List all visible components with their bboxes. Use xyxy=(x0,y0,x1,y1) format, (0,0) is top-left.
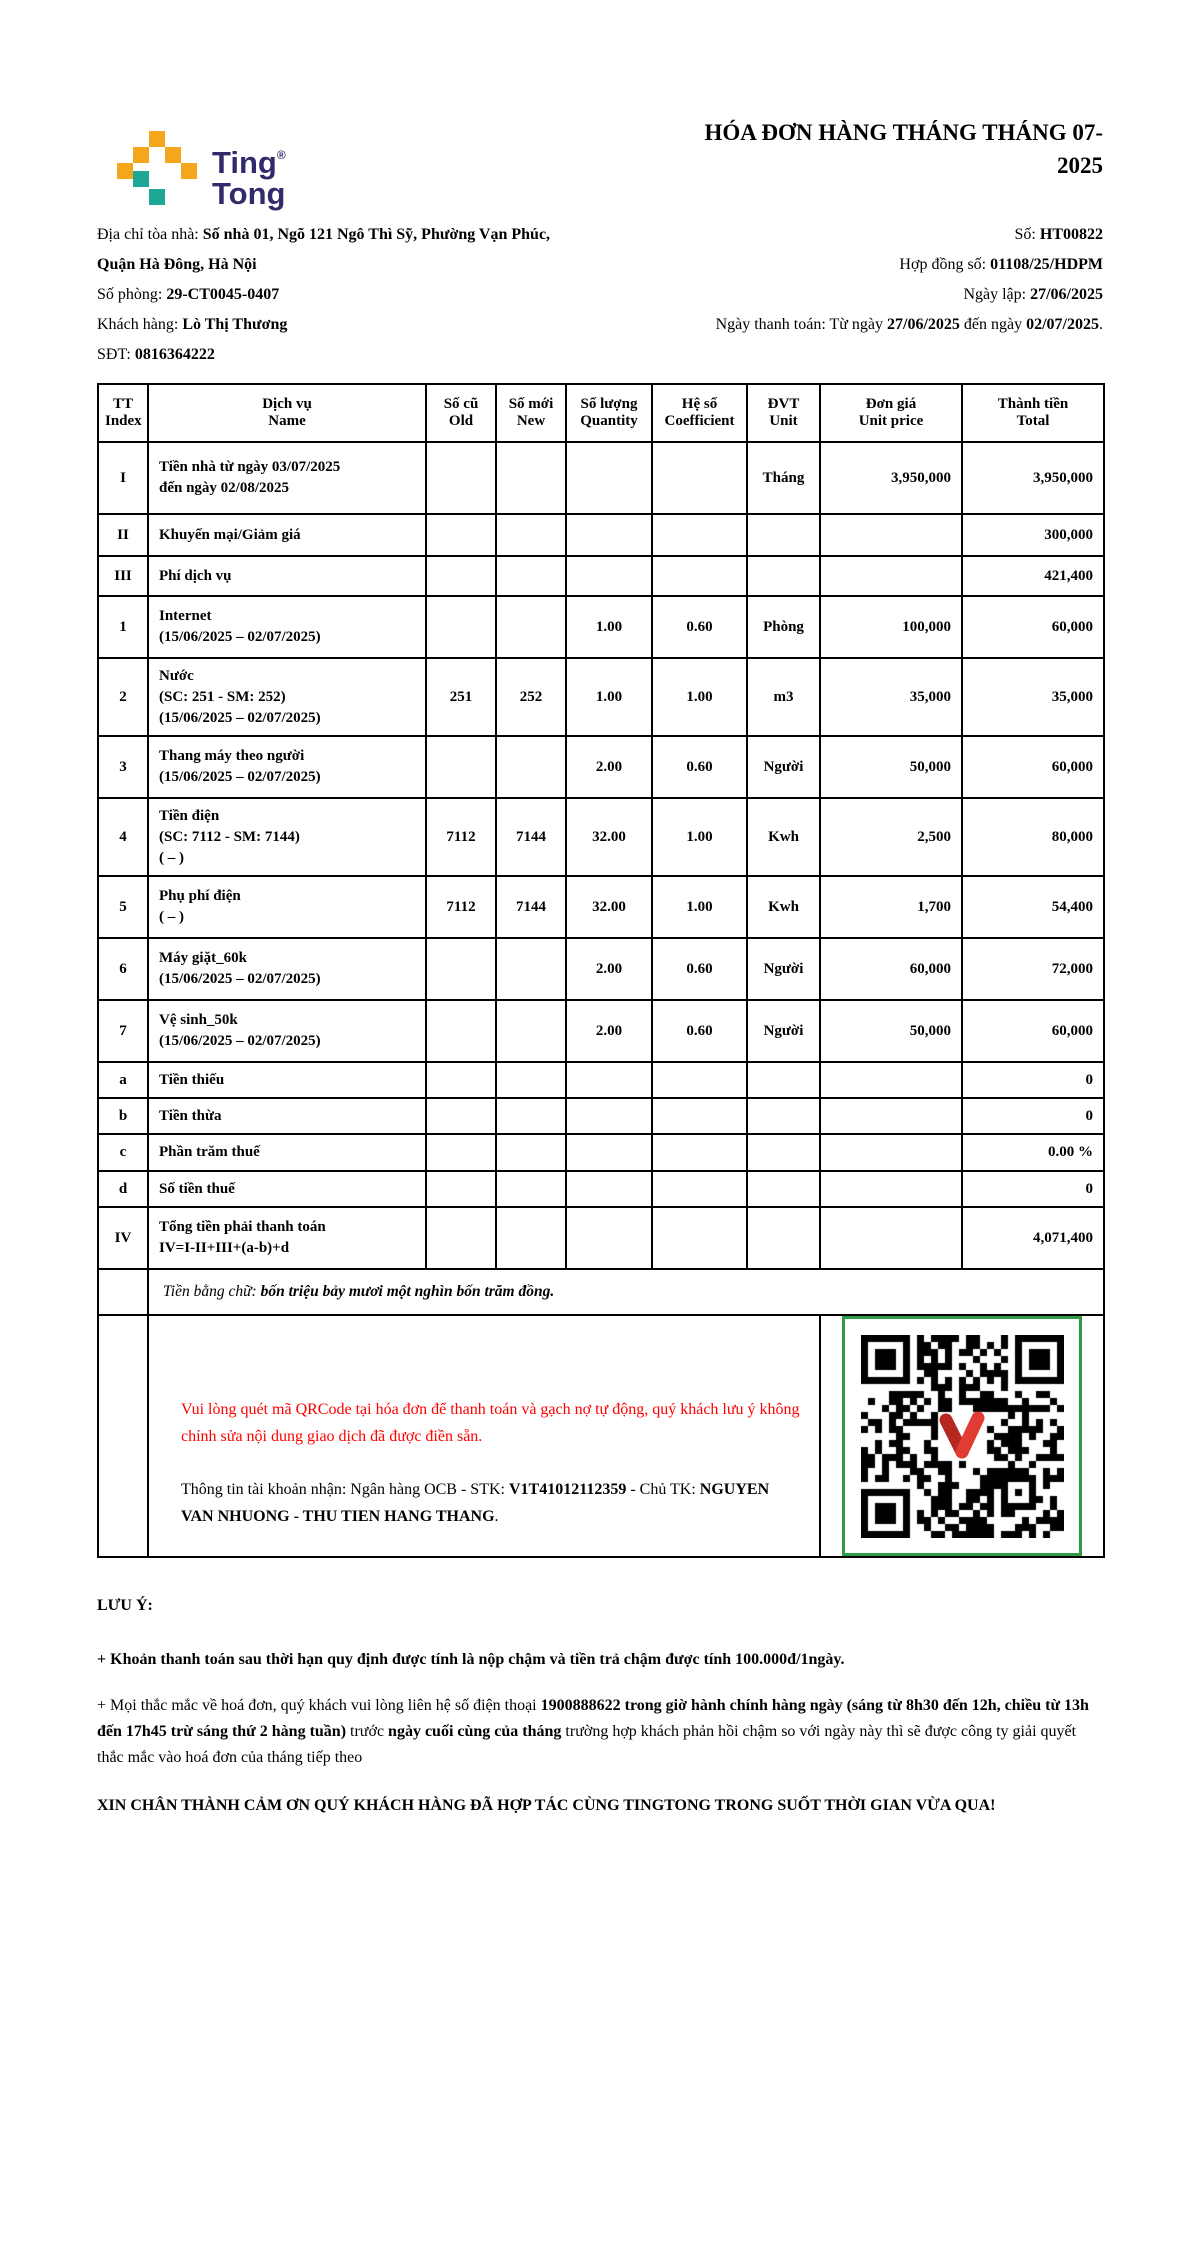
cell-total: 72,000 xyxy=(962,938,1104,1000)
cell-unit: Kwh xyxy=(747,798,820,876)
cell-index: c xyxy=(98,1134,148,1171)
cell-unit xyxy=(747,514,820,556)
qr-code xyxy=(842,1316,1082,1556)
qr-code-cell xyxy=(820,1315,1104,1557)
cell-coefficient xyxy=(652,1134,747,1171)
cell-index: IV xyxy=(98,1207,148,1269)
cell-index: III xyxy=(98,556,148,596)
cell-service-name xyxy=(148,658,426,736)
table-row xyxy=(98,736,1104,798)
invoice-meta-block xyxy=(543,220,1103,340)
cell-total: 421,400 xyxy=(962,556,1104,596)
service-name-line: (15/06/2025 – 02/07/2025) xyxy=(159,971,321,987)
cell-unit: Người xyxy=(747,1000,820,1062)
cell-quantity: 32.00 xyxy=(566,798,652,876)
table-row xyxy=(98,1207,1104,1269)
cell-service-name xyxy=(148,556,426,596)
cell-index: I xyxy=(98,442,148,514)
cell-index: d xyxy=(98,1171,148,1207)
cell-service-name xyxy=(148,442,426,514)
bank-account-text: Thông tin tài khoản nhận: Ngân hàng OCB - STK: V1T41012112359 - Chủ TK: NGUYEN VAN NHUONG - THU TIEN HANG THANG. xyxy=(181,1481,770,1525)
cell-total: 0 xyxy=(962,1171,1104,1207)
cell-unit-price: 100,000 xyxy=(820,596,962,658)
service-name-line: Máy giặt_60k xyxy=(159,950,247,966)
cell-index: b xyxy=(98,1098,148,1134)
qr-payment-row xyxy=(98,1315,1104,1557)
cell-new-reading xyxy=(496,1207,566,1269)
cell-new-reading xyxy=(496,1062,566,1098)
bank-account-number: V1T41012112359 xyxy=(508,1481,627,1498)
invoice-title: HÓA ĐƠN HÀNG THÁNG THÁNG 07- 2025 xyxy=(704,120,1103,178)
cell-service-name xyxy=(148,1207,426,1269)
cell-total: 0 xyxy=(962,1098,1104,1134)
cell-old-reading xyxy=(426,938,496,1000)
contract-number-line: Hợp đồng số: 01108/25/HDPM xyxy=(899,256,1103,273)
invoice-content xyxy=(97,0,1103,2259)
cell-old-reading xyxy=(426,514,496,556)
cell-unit: m3 xyxy=(747,658,820,736)
amount-in-words: Tiền bằng chữ: bốn triệu bảy mươi một nghìn bốn trăm đồng. xyxy=(148,1269,1104,1315)
cell-total: 4,071,400 xyxy=(962,1207,1104,1269)
col-header-quantity: Số lượng Quantity xyxy=(566,384,652,442)
cell-index: 5 xyxy=(98,876,148,938)
table-body xyxy=(98,442,1104,1269)
cell-unit: Kwh xyxy=(747,876,820,938)
table-row xyxy=(98,1062,1104,1098)
service-name-line: (15/06/2025 – 02/07/2025) xyxy=(159,709,321,726)
col-header-index: TT Index xyxy=(98,384,148,442)
col-header-unit: ĐVT Unit xyxy=(747,384,820,442)
cell-service-name xyxy=(148,798,426,876)
cell-coefficient xyxy=(652,1062,747,1098)
service-name-line: (SC: 251 - SM: 252) xyxy=(159,688,286,705)
cell-index: a xyxy=(98,1062,148,1098)
invoice-number-line: Số: HT00822 xyxy=(1014,226,1103,243)
cell-new-reading xyxy=(496,1134,566,1171)
cell-coefficient xyxy=(652,1207,747,1269)
cell-index: 6 xyxy=(98,938,148,1000)
cell-coefficient: 0.60 xyxy=(652,1000,747,1062)
cell-index: 4 xyxy=(98,798,148,876)
cell-quantity xyxy=(566,514,652,556)
cell-service-name xyxy=(148,1098,426,1134)
cell-new-reading xyxy=(496,1171,566,1207)
service-name-line: Tiền nhà từ ngày 03/07/2025 xyxy=(159,459,341,475)
cell-unit xyxy=(747,556,820,596)
tingtong-logo xyxy=(117,131,286,209)
table-row xyxy=(98,876,1104,938)
cell-new-reading: 7144 xyxy=(496,876,566,938)
cell-unit-price: 1,700 xyxy=(820,876,962,938)
service-name-line: đến ngày 02/08/2025 xyxy=(159,480,290,496)
hotline-note: + Mọi thắc mắc về hoá đơn, quý khách vui lòng liên hệ số điện thoại 1900888622 trong giờ hành chính hàng ngày (sáng từ 8h30 đến 12h, chiều từ 13h đến 17h45 trừ sáng thứ 2 hàng tuần) trước ngày cuối cùng của tháng trường hợp khách phản hồi chậm so với ngày này thì sẽ được công ty giải quyết thắc mắc vào hoá đơn của tháng tiếp theo xyxy=(97,1697,1089,1766)
customer-name-line: Khách hàng: Lò Thị Thương xyxy=(97,316,288,333)
cell-quantity: 1.00 xyxy=(566,596,652,658)
cell-new-reading: 7144 xyxy=(496,798,566,876)
cell-index: 2 xyxy=(98,658,148,736)
cell-service-name xyxy=(148,1062,426,1098)
service-name-line: Tiền điện xyxy=(159,807,220,824)
cell-service-name xyxy=(148,1134,426,1171)
service-name-line: Internet xyxy=(159,608,212,624)
cell-old-reading xyxy=(426,1171,496,1207)
service-name-line: ( – ) xyxy=(159,909,184,925)
cell-coefficient: 0.60 xyxy=(652,938,747,1000)
cell-unit xyxy=(747,1098,820,1134)
cell-unit xyxy=(747,1207,820,1269)
service-name-line: Khuyến mại/Giảm giá xyxy=(159,526,301,543)
service-name-line: Vệ sinh_50k xyxy=(159,1012,238,1028)
service-name-line: Phần trăm thuế xyxy=(159,1144,260,1160)
cell-unit-price xyxy=(820,556,962,596)
notes-heading: LƯU Ý: xyxy=(97,1597,153,1614)
cell-unit-price xyxy=(820,1171,962,1207)
cell-quantity xyxy=(566,1171,652,1207)
service-name-line: Nước xyxy=(159,667,194,684)
cell-index: 1 xyxy=(98,596,148,658)
table-row xyxy=(98,1098,1104,1134)
phone-line: SĐT: 0816364222 xyxy=(97,346,215,363)
cell-new-reading: 252 xyxy=(496,658,566,736)
payment-period-line: Ngày thanh toán: Từ ngày 27/06/2025 đến ngày 02/07/2025. xyxy=(715,316,1103,333)
cell-service-name xyxy=(148,736,426,798)
cell-unit: Người xyxy=(747,736,820,798)
cell-unit xyxy=(747,1171,820,1207)
cell-new-reading xyxy=(496,1000,566,1062)
cell-old-reading xyxy=(426,1207,496,1269)
invoice-table xyxy=(97,383,1105,1558)
customer-info-block xyxy=(97,220,569,370)
issue-date: 27/06/2025 xyxy=(1030,286,1103,303)
room-number: 29-CT0045-0407 xyxy=(166,286,280,303)
cell-coefficient xyxy=(652,1171,747,1207)
footer-notes xyxy=(97,1593,1103,1819)
hotline-number: 1900888622 trong giờ hành chính hàng ngày (sáng từ 8h30 đến 12h, chiều từ 13h đến 17h45 trừ sáng thứ 2 hàng tuần) xyxy=(97,1697,1089,1740)
cell-unit: Tháng xyxy=(747,442,820,514)
cell-unit-price: 3,950,000 xyxy=(820,442,962,514)
service-name-line: Tiền thiếu xyxy=(159,1071,225,1088)
issue-date-line: Ngày lập: 27/06/2025 xyxy=(963,286,1103,303)
table-row xyxy=(98,442,1104,514)
cell-unit-price xyxy=(820,1207,962,1269)
vietqr-v-icon xyxy=(935,1411,989,1461)
table-row xyxy=(98,798,1104,876)
service-name-line: (SC: 7112 - SM: 7144) xyxy=(159,828,300,845)
cell-old-reading xyxy=(426,736,496,798)
table-row xyxy=(98,1000,1104,1062)
cell-quantity xyxy=(566,1207,652,1269)
cell-total: 300,000 xyxy=(962,514,1104,556)
service-name-line: ( – ) xyxy=(159,849,184,866)
service-name-line: Phụ phí điện xyxy=(159,888,241,904)
cell-old-reading xyxy=(426,1134,496,1171)
cell-quantity xyxy=(566,1134,652,1171)
cell-coefficient: 1.00 xyxy=(652,876,747,938)
cell-old-reading: 7112 xyxy=(426,876,496,938)
cell-old-reading xyxy=(426,1000,496,1062)
cell-total: 60,000 xyxy=(962,596,1104,658)
cell-new-reading xyxy=(496,556,566,596)
service-name-line: Thang máy theo người xyxy=(159,748,305,764)
cell-total: 80,000 xyxy=(962,798,1104,876)
cell-unit: Phòng xyxy=(747,596,820,658)
cell-quantity: 1.00 xyxy=(566,658,652,736)
service-name-line: IV=I-II+III+(a-b)+d xyxy=(159,1240,290,1256)
cell-quantity xyxy=(566,556,652,596)
table-row xyxy=(98,658,1104,736)
table-row xyxy=(98,596,1104,658)
customer-name: Lò Thị Thương xyxy=(182,316,288,333)
cell-unit-price: 35,000 xyxy=(820,658,962,736)
cell-unit-price: 50,000 xyxy=(820,736,962,798)
cell-unit-price: 60,000 xyxy=(820,938,962,1000)
cell-unit-price xyxy=(820,1062,962,1098)
service-name-line: (15/06/2025 – 02/07/2025) xyxy=(159,629,321,645)
cell-unit-price xyxy=(820,1098,962,1134)
cell-coefficient: 1.00 xyxy=(652,798,747,876)
cell-index: 7 xyxy=(98,1000,148,1062)
building-address-line: Địa chỉ tòa nhà: Số nhà 01, Ngõ 121 Ngô Thì Sỹ, Phường Vạn Phúc, Quận Hà Đông, Hà Nội xyxy=(97,226,551,273)
table-row xyxy=(98,1171,1104,1207)
logo-wordmark: Ting® Tong xyxy=(212,145,286,211)
table-footer-rows xyxy=(98,1269,1104,1557)
table-header xyxy=(98,384,1104,442)
cell-old-reading xyxy=(426,442,496,514)
late-payment-note: + Khoản thanh toán sau thời hạn quy định được tính là nộp chậm và tiền trả chậm được tính 100.000đ/1ngày. xyxy=(97,1651,845,1668)
cell-new-reading xyxy=(496,596,566,658)
cell-old-reading xyxy=(426,1062,496,1098)
contract-number: 01108/25/HDPM xyxy=(990,256,1103,273)
service-name-line: Số tiền thuế xyxy=(159,1180,235,1197)
cell-service-name xyxy=(148,1171,426,1207)
qr-warning-text: Vui lòng quét mã QRCode tại hóa đơn để thanh toán và gạch nợ tự động, quý khách lưu ý không chỉnh sửa nội dung giao dịch đã được điền sẵn. xyxy=(181,1401,800,1445)
cell-total: 3,950,000 xyxy=(962,442,1104,514)
cell-old-reading xyxy=(426,1098,496,1134)
table-row xyxy=(98,556,1104,596)
service-name-line: Tổng tiền phải thanh toán xyxy=(159,1219,326,1235)
cell-quantity xyxy=(566,1062,652,1098)
cell-index: 3 xyxy=(98,736,148,798)
cell-total: 35,000 xyxy=(962,658,1104,736)
room-number-line: Số phòng: 29-CT0045-0407 xyxy=(97,286,280,303)
col-header-old: Số cũ Old xyxy=(426,384,496,442)
service-name-line: Tiền thừa xyxy=(159,1107,222,1124)
cell-empty xyxy=(98,1269,148,1315)
cell-coefficient: 0.60 xyxy=(652,596,747,658)
cell-old-reading xyxy=(426,556,496,596)
registered-mark: ® xyxy=(276,148,286,162)
cell-unit-price: 2,500 xyxy=(820,798,962,876)
cell-service-name xyxy=(148,514,426,556)
amount-in-words-row xyxy=(98,1269,1104,1315)
cell-quantity xyxy=(566,1098,652,1134)
cell-new-reading xyxy=(496,514,566,556)
tingtong-pixel-tree-icon xyxy=(117,131,197,209)
col-header-total: Thành tiền Total xyxy=(962,384,1104,442)
cell-unit xyxy=(747,1134,820,1171)
cell-new-reading xyxy=(496,442,566,514)
table-row xyxy=(98,1134,1104,1171)
col-header-coefficient: Hệ số Coefficient xyxy=(652,384,747,442)
cell-coefficient xyxy=(652,556,747,596)
cell-new-reading xyxy=(496,1098,566,1134)
col-header-unit-price: Đơn giá Unit price xyxy=(820,384,962,442)
table-row xyxy=(98,938,1104,1000)
cell-index: II xyxy=(98,514,148,556)
cell-total: 0.00 % xyxy=(962,1134,1104,1171)
cell-unit-price xyxy=(820,1134,962,1171)
service-name-line: (15/06/2025 – 02/07/2025) xyxy=(159,1033,321,1049)
cell-old-reading: 7112 xyxy=(426,798,496,876)
building-address: Số nhà 01, Ngõ 121 Ngô Thì Sỹ, Phường Vạn Phúc, Quận Hà Đông, Hà Nội xyxy=(97,226,551,273)
cell-quantity xyxy=(566,442,652,514)
cell-old-reading xyxy=(426,596,496,658)
cell-unit-price xyxy=(820,514,962,556)
cell-coefficient xyxy=(652,442,747,514)
cell-coefficient: 0.60 xyxy=(652,736,747,798)
cell-service-name xyxy=(148,876,426,938)
cell-service-name xyxy=(148,596,426,658)
cell-total: 60,000 xyxy=(962,1000,1104,1062)
cell-total: 54,400 xyxy=(962,876,1104,938)
cell-new-reading xyxy=(496,736,566,798)
cell-quantity: 2.00 xyxy=(566,938,652,1000)
table-row xyxy=(98,514,1104,556)
cell-quantity: 32.00 xyxy=(566,876,652,938)
invoice-number: HT00822 xyxy=(1039,226,1103,243)
col-header-name: Dịch vụ Name xyxy=(148,384,426,442)
cell-unit: Người xyxy=(747,938,820,1000)
cell-quantity: 2.00 xyxy=(566,736,652,798)
col-header-new: Số mới New xyxy=(496,384,566,442)
cell-old-reading: 251 xyxy=(426,658,496,736)
cell-quantity: 2.00 xyxy=(566,1000,652,1062)
cell-new-reading xyxy=(496,938,566,1000)
cell-service-name xyxy=(148,1000,426,1062)
thank-you-text: XIN CHÂN THÀNH CẢM ƠN QUÝ KHÁCH HÀNG ĐÃ HỢP TÁC CÙNG TINGTONG TRONG SUỐT THỜI GIAN VỪA QUA! xyxy=(97,1797,996,1814)
cell-coefficient: 1.00 xyxy=(652,658,747,736)
cell-empty xyxy=(98,1315,148,1557)
cell-total: 0 xyxy=(962,1062,1104,1098)
cell-coefficient xyxy=(652,1098,747,1134)
cell-service-name xyxy=(148,938,426,1000)
service-name-line: Phí dịch vụ xyxy=(159,567,232,584)
service-name-line: (15/06/2025 – 02/07/2025) xyxy=(159,769,321,785)
payment-instructions-cell xyxy=(148,1315,820,1557)
cell-unit xyxy=(747,1062,820,1098)
cell-total: 60,000 xyxy=(962,736,1104,798)
cell-coefficient xyxy=(652,514,747,556)
cell-unit-price: 50,000 xyxy=(820,1000,962,1062)
bank-account-holder: NGUYEN VAN NHUONG - THU TIEN HANG THANG xyxy=(181,1481,770,1525)
phone-number: 0816364222 xyxy=(134,346,215,363)
